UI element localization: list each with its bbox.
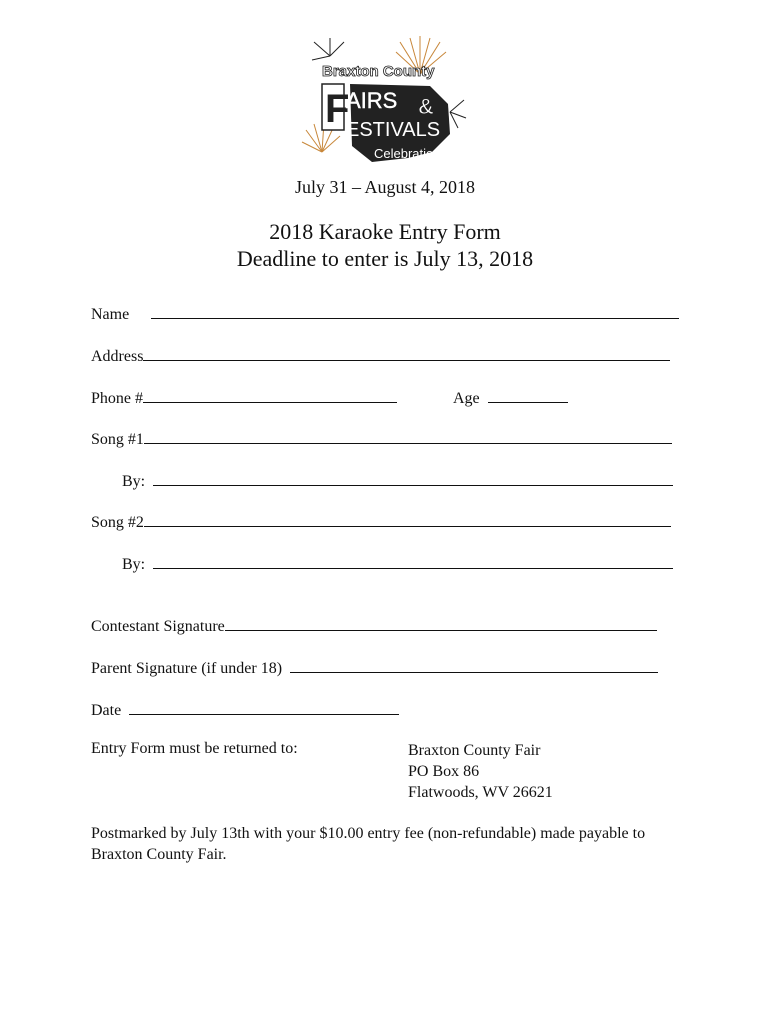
address-line-2: PO Box 86 <box>408 763 480 780</box>
logo-celebration-text: Celebration <box>374 146 441 161</box>
phone-row <box>91 388 397 408</box>
fair-logo-graphic <box>300 34 470 168</box>
age-row <box>453 388 568 408</box>
song1-label: Song #1 <box>91 431 144 448</box>
by1-row <box>122 471 673 491</box>
age-field[interactable] <box>488 388 568 403</box>
date-label: Date <box>91 702 122 719</box>
address-field[interactable] <box>143 346 670 361</box>
by2-field[interactable] <box>153 554 673 569</box>
contestant-signature-field[interactable] <box>225 616 657 631</box>
song2-label: Song #2 <box>91 514 144 531</box>
song1-row <box>91 429 672 449</box>
address-line-3: Flatwoods, WV 26621 <box>408 784 553 801</box>
mailing-address <box>408 740 553 803</box>
parent-signature-field[interactable] <box>290 658 658 673</box>
deadline-text: Deadline to enter is July 13, 2018 <box>236 246 534 271</box>
date-field[interactable] <box>129 700 399 715</box>
fair-logo <box>300 34 470 168</box>
form-title: 2018 Karaoke Entry Form <box>269 219 501 244</box>
date-row <box>91 700 399 720</box>
name-row <box>91 304 679 324</box>
logo-festivals-text: ESTIVALS <box>346 119 441 141</box>
logo-f-letter: F <box>325 87 350 131</box>
address-label: Address <box>91 348 144 365</box>
by2-row <box>122 554 673 574</box>
contestant-signature-row <box>91 616 657 636</box>
name-label: Name <box>91 306 130 323</box>
by1-field[interactable] <box>153 471 673 486</box>
parent-signature-label: Parent Signature (if under 18) <box>91 660 283 677</box>
phone-label: Phone # <box>91 390 143 407</box>
address-row <box>91 346 670 366</box>
logo-amp-text: & <box>418 94 434 119</box>
age-label: Age <box>453 390 480 407</box>
song1-field[interactable] <box>144 429 672 444</box>
event-dates: July 31 – August 4, 2018 <box>294 177 476 197</box>
song2-row <box>91 512 671 532</box>
by1-label: By: <box>122 473 146 490</box>
return-label: Entry Form must be returned to: <box>91 740 298 757</box>
by2-label: By: <box>122 556 146 573</box>
logo-fairs-text: AIRS <box>346 88 398 113</box>
name-field[interactable] <box>151 304 679 319</box>
address-line-1: Braxton County Fair <box>408 742 541 759</box>
phone-field[interactable] <box>143 388 397 403</box>
song2-field[interactable] <box>144 512 671 527</box>
logo-county-text: Braxton County <box>322 63 435 80</box>
contestant-signature-label: Contestant Signature <box>91 618 225 635</box>
parent-signature-row <box>91 658 658 678</box>
postmark-note: Postmarked by July 13th with your $10.00 entry fee (non-refundable) made payable to Braxton County Fair. <box>91 825 646 863</box>
